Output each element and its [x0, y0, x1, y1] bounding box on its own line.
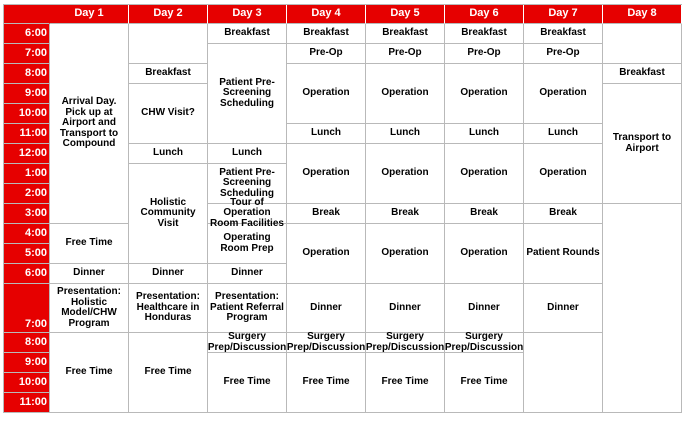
day2-free-time: Free Time [129, 333, 208, 413]
time-label: 7:00 [4, 284, 50, 333]
day2-lunch: Lunch [129, 144, 208, 164]
time-label: 9:00 [4, 353, 50, 373]
day6-lunch: Lunch [445, 124, 524, 144]
day4-lunch: Lunch [287, 124, 366, 144]
day3-tour: Tour of Operation Room Facilities [208, 204, 287, 224]
day1-arrival: Arrival Day. Pick up at Airport and Transport to Compound [50, 24, 129, 224]
day4-breakfast: Breakfast [287, 24, 366, 44]
day4-operation-afternoon: Operation [287, 144, 366, 204]
day3-breakfast: Breakfast [208, 24, 287, 44]
header-day-6: Day 6 [445, 5, 524, 24]
day8-breakfast: Breakfast [603, 64, 682, 84]
day7-breakfast: Breakfast [524, 24, 603, 44]
day7-break: Break [524, 204, 603, 224]
day7-patient-rounds: Patient Rounds [524, 224, 603, 284]
time-label: 4:00 [4, 224, 50, 244]
day2-presentation: Presentation: Healthcare in Honduras [129, 284, 208, 333]
day7-dinner: Dinner [524, 284, 603, 333]
time-label: 11:00 [4, 124, 50, 144]
day4-operation-late: Operation [287, 224, 366, 284]
day6-free-time: Free Time [445, 353, 524, 413]
header-day-1: Day 1 [50, 5, 129, 24]
day5-break: Break [366, 204, 445, 224]
day1-free-time-evening: Free Time [50, 333, 129, 413]
day4-free-time: Free Time [287, 353, 366, 413]
day6-operation-afternoon: Operation [445, 144, 524, 204]
day7-operation-morning: Operation [524, 64, 603, 124]
time-label: 8:00 [4, 64, 50, 84]
day8-transport: Transport to Airport [603, 84, 682, 204]
day6-preop: Pre-Op [445, 44, 524, 64]
day5-surgery-prep: Surgery Prep/Discussion [365, 331, 445, 353]
day5-lunch: Lunch [366, 124, 445, 144]
day8-empty [603, 204, 682, 413]
day6-break: Break [445, 204, 524, 224]
day3-lunch: Lunch [208, 144, 287, 164]
day4-surgery-prep: Surgery Prep/Discussion [286, 331, 366, 353]
day4-break: Break [287, 204, 366, 224]
day6-surgery-prep: Surgery Prep/Discussion [444, 331, 524, 353]
day7-preop: Pre-Op [524, 44, 603, 64]
day5-operation-late: Operation [366, 224, 445, 284]
day3-prescreening: Patient Pre-Screening Scheduling [208, 44, 287, 144]
day3-or-prep: Operating Room Prep [208, 224, 287, 264]
day4-dinner: Dinner [287, 284, 366, 333]
day6-breakfast: Breakfast [445, 24, 524, 44]
time-label: 8:00 [4, 333, 50, 353]
day7-lunch: Lunch [524, 124, 603, 144]
day6-dinner: Dinner [445, 284, 524, 333]
day1-dinner: Dinner [50, 264, 129, 284]
day2-holistic-visit: Holistic Community Visit [129, 164, 208, 264]
day5-operation-morning: Operation [366, 64, 445, 124]
time-label: 1:00 [4, 164, 50, 184]
day4-operation-morning: Operation [287, 64, 366, 124]
time-label: 10:00 [4, 104, 50, 124]
header-day-7: Day 7 [524, 5, 603, 24]
schedule-table [3, 4, 682, 413]
day7-operation-afternoon: Operation [524, 144, 603, 204]
time-label: 6:00 [4, 264, 50, 284]
day2-empty [129, 24, 208, 64]
header-corner [4, 5, 50, 24]
day1-presentation: Presentation: Holistic Model/CHW Program [50, 284, 129, 333]
time-label: 12:00 [4, 144, 50, 164]
day5-free-time: Free Time [366, 353, 445, 413]
time-label: 10:00 [4, 373, 50, 393]
time-label: 9:00 [4, 84, 50, 104]
day2-dinner: Dinner [129, 264, 208, 284]
day5-dinner: Dinner [366, 284, 445, 333]
time-label: 5:00 [4, 244, 50, 264]
day3-surgery-prep: Surgery Prep/Discussion [207, 331, 287, 353]
day3-prescreening-afternoon: Patient Pre-Screening Scheduling [208, 164, 287, 204]
day5-preop: Pre-Op [366, 44, 445, 64]
header-day-8: Day 8 [603, 5, 682, 24]
day2-chw-visit: CHW Visit? [129, 84, 208, 144]
header-day-2: Day 2 [129, 5, 208, 24]
day8-empty-morning [603, 24, 682, 64]
time-label: 7:00 [4, 44, 50, 64]
day7-empty [524, 333, 603, 413]
header-day-4: Day 4 [287, 5, 366, 24]
day3-free-time: Free Time [208, 353, 287, 413]
day5-breakfast: Breakfast [366, 24, 445, 44]
day6-operation-late: Operation [445, 224, 524, 284]
day6-operation-morning: Operation [445, 64, 524, 124]
day3-presentation: Presentation: Patient Referral Program [208, 284, 287, 333]
day4-preop: Pre-Op [287, 44, 366, 64]
time-label: 11:00 [4, 393, 50, 413]
time-label: 6:00 [4, 24, 50, 44]
header-day-5: Day 5 [366, 5, 445, 24]
day2-breakfast: Breakfast [129, 64, 208, 84]
day1-free-time: Free Time [50, 224, 129, 264]
header-day-3: Day 3 [208, 5, 287, 24]
day3-dinner: Dinner [208, 264, 287, 284]
day5-operation-afternoon: Operation [366, 144, 445, 204]
time-label: 3:00 [4, 204, 50, 224]
time-label: 2:00 [4, 184, 50, 204]
